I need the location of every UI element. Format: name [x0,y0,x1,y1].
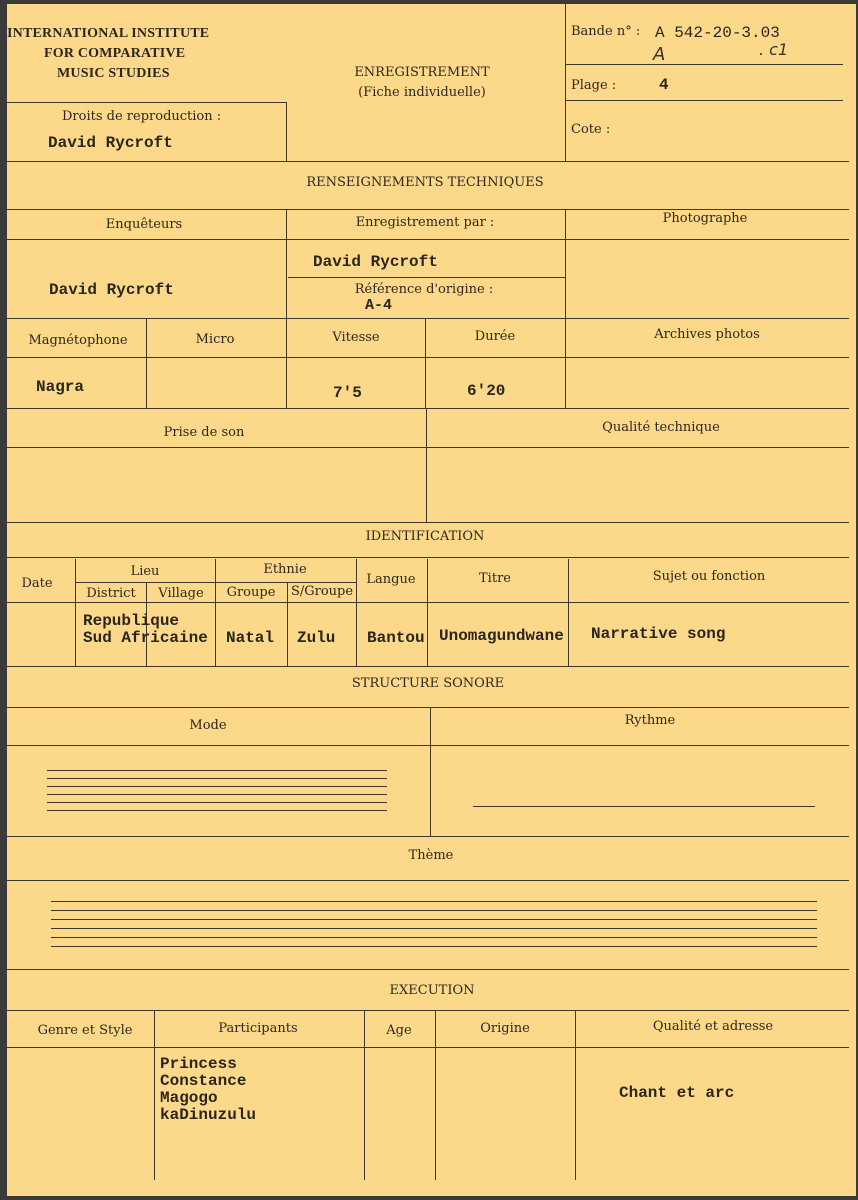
theme-label: Thème [408,848,454,863]
rule [565,4,566,161]
rule [7,239,849,240]
structure-section-title: STRUCTURE SONORE [351,676,505,691]
enqueteurs-value: David Rycroft [49,281,174,299]
enregistrement-value: David Rycroft [313,253,438,271]
rule [7,1010,849,1011]
district-label: District [86,586,136,601]
enregistrement-label: Enregistrement par : [355,215,495,230]
institute-line-1: INTERNATIONAL INSTITUTE [7,26,210,41]
magnetophone-value: Nagra [36,378,85,396]
rule [7,880,849,881]
titre-label: Titre [479,571,511,586]
rule [575,1010,576,1180]
rule [146,318,147,408]
writing-line [51,910,817,911]
langue-label: Langue [366,572,416,587]
technique-section-title: RENSEIGNEMENTS TECHNIQUES [306,175,544,190]
record-card [7,4,856,1196]
rule [154,1010,155,1180]
sgroupe-label: S/Groupe [290,584,354,599]
writing-line [51,928,817,929]
rule [7,522,849,523]
origine-label: Origine [480,1021,530,1036]
rule [286,102,287,161]
lieu-value: Republique Sud Africaine [83,612,208,647]
rule [7,102,286,103]
institute-line-3: MUSIC STUDIES [57,66,170,81]
execution-section-title: EXECUTION [389,983,475,998]
village-label: Village [158,586,204,601]
rule [7,318,849,319]
rule [7,408,849,409]
age-label: Age [386,1023,412,1038]
rule [565,318,566,408]
participants-label: Participants [218,1021,298,1036]
vitesse-label: Vitesse [332,330,380,345]
rule [7,1047,849,1048]
plage-value: 4 [659,76,669,94]
rule [565,64,843,65]
archives-label: Archives photos [654,327,760,342]
rule [356,559,357,666]
groupe-value: Natal [226,629,275,647]
rule [7,602,849,603]
writing-line [47,778,387,779]
prise-label: Prise de son [163,425,245,440]
rule [286,209,287,318]
identification-section-title: IDENTIFICATION [365,529,485,544]
rule [7,557,849,558]
micro-label: Micro [195,332,235,347]
writing-line [51,901,817,902]
bande-handwritten-suffix: . c1 [759,40,789,59]
bande-label: Bande n° : [571,24,641,39]
enqueteurs-label: Enquêteurs [105,217,183,232]
bande-handwritten-a: A [653,44,666,65]
writing-line [47,794,387,795]
rule [7,447,849,448]
rule [425,318,426,408]
writing-line [51,919,817,920]
rule [75,559,76,666]
photographe-label: Photographe [662,211,748,226]
rule [7,666,849,667]
rule [7,161,849,162]
duree-label: Durée [474,329,516,344]
rule [286,318,287,408]
reference-value: A-4 [365,297,393,314]
rule [426,408,427,522]
writing-line [51,937,817,938]
qualite-adresse-value: Chant et arc [619,1084,735,1102]
rule [427,559,428,666]
rule [7,745,849,746]
rule [288,277,565,278]
date-label: Date [21,576,53,591]
vitesse-value: 7'5 [333,384,362,402]
bande-value: A 542-20-3.03 [655,24,780,42]
groupe-label: Groupe [226,585,276,600]
writing-line [47,770,387,771]
institute-line-2: FOR COMPARATIVE [44,46,186,61]
reference-label: Référence d'origine : [354,282,494,297]
rule [430,707,431,836]
rule [7,969,849,970]
rule [7,209,849,210]
rule [364,1010,365,1180]
sujet-value: Narrative song [591,625,726,643]
rule [568,559,569,666]
genre-label: Genre et Style [37,1023,133,1038]
droits-label: Droits de reproduction : [62,109,222,124]
sujet-label: Sujet ou fonction [652,569,766,584]
rule [565,209,566,318]
writing-line [473,806,815,807]
rythme-label: Rythme [624,713,676,728]
titre-value: Unomagundwane [439,627,564,645]
writing-line [47,802,387,803]
rule [7,836,849,837]
writing-line [51,946,817,947]
magnetophone-label: Magnétophone [28,333,128,348]
qualite-technique-label: Qualité technique [602,420,720,435]
mode-label: Mode [189,718,227,733]
writing-line [47,786,387,787]
rule [435,1010,436,1180]
rule [7,707,849,708]
langue-value: Bantou [367,629,425,647]
droits-value: David Rycroft [48,134,173,152]
form-title: ENREGISTREMENT [354,65,490,80]
cote-label: Cote : [571,122,611,137]
qualite-adresse-label: Qualité et adresse [652,1019,774,1034]
writing-line [47,810,387,811]
rule [565,100,843,101]
participants-value: Princess Constance Magogo kaDinuzulu [160,1055,257,1124]
rule [287,582,288,666]
rule [7,357,849,358]
form-subtitle: (Fiche individuelle) [358,85,486,100]
ethnie-label: Ethnie [263,562,307,577]
sgroupe-value: Zulu [297,629,336,647]
rule [215,559,216,666]
plage-label: Plage : [571,78,617,93]
lieu-label: Lieu [130,564,160,579]
duree-value: 6'20 [467,382,506,400]
